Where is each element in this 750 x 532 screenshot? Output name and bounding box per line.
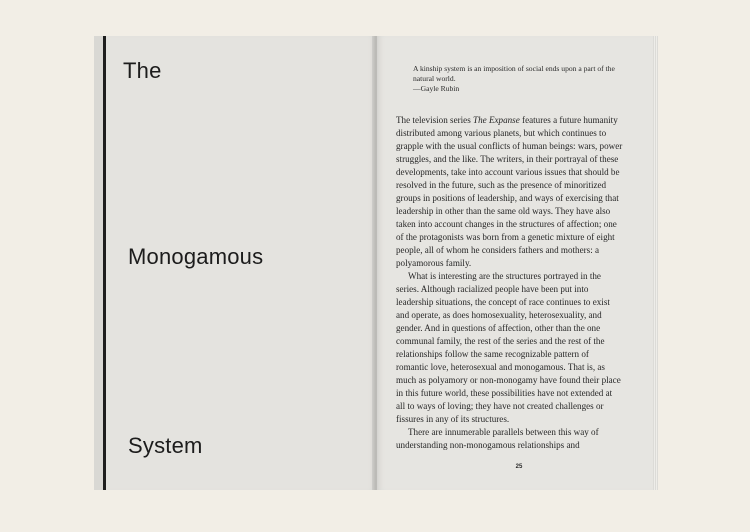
epigraph-quote: A kinship system is an imposition of social ends upon a part of the natural world.: [413, 64, 615, 83]
page-edges: [653, 36, 658, 490]
paragraph-1-start: The television series: [396, 115, 474, 125]
chapter-rule: [103, 36, 106, 490]
left-page-edge: [94, 36, 103, 490]
open-book: [94, 36, 658, 490]
epigraph: [413, 64, 633, 94]
paragraph-1-rest: features a future humanity distributed among various planets, but which continues to grapple with the usual conflicts of human beings: wars, power struggles, and the like. The writers, in their portrayal of these developments, take into account various issues that should be resolved in the future, such as the presence of minoritized groups in positions of leadership, and ways of exercising that leadership in other than the same old ways. They have also taken into account changes in the structures of affection; one of the protagonists was born from a genetic mixture of eight people, all of whom he considers fathers and mothers: a polyamorous family.: [396, 115, 623, 268]
chapter-title-word-2: Monogamous: [128, 244, 264, 269]
right-page: [377, 36, 658, 490]
left-page: [94, 36, 376, 490]
chapter-title-word-1: The: [123, 58, 162, 83]
paragraph-3: There are innumerable parallels between this way of understanding non-monogamous relationships and: [396, 427, 599, 450]
paragraph-1: [396, 114, 623, 270]
chapter-title-word-3: System: [128, 433, 203, 458]
body-text: [396, 114, 623, 452]
epigraph-attribution: —Gayle Rubin: [413, 84, 460, 93]
page-number: 25: [515, 464, 523, 470]
paragraph-2: What is interesting are the structures portrayed in the series. Although racialized people have been put into leadership situations, the concept of race continues to exist and operate, as does homosexuality, heterosexuality, and gender. And in questions of affection, other than the one communal family, the rest of the series and the rest of the relationships follow the same recognizable pattern of romantic love, heterosexual and monogamous. That is, as much as polyamory or non-monogamy have found their place in this future world, these possibilities have not extended at all to ways of loving; they have not created challenges or fissures in any of its structures.: [396, 271, 621, 424]
show-title: The Expanse: [473, 115, 520, 125]
